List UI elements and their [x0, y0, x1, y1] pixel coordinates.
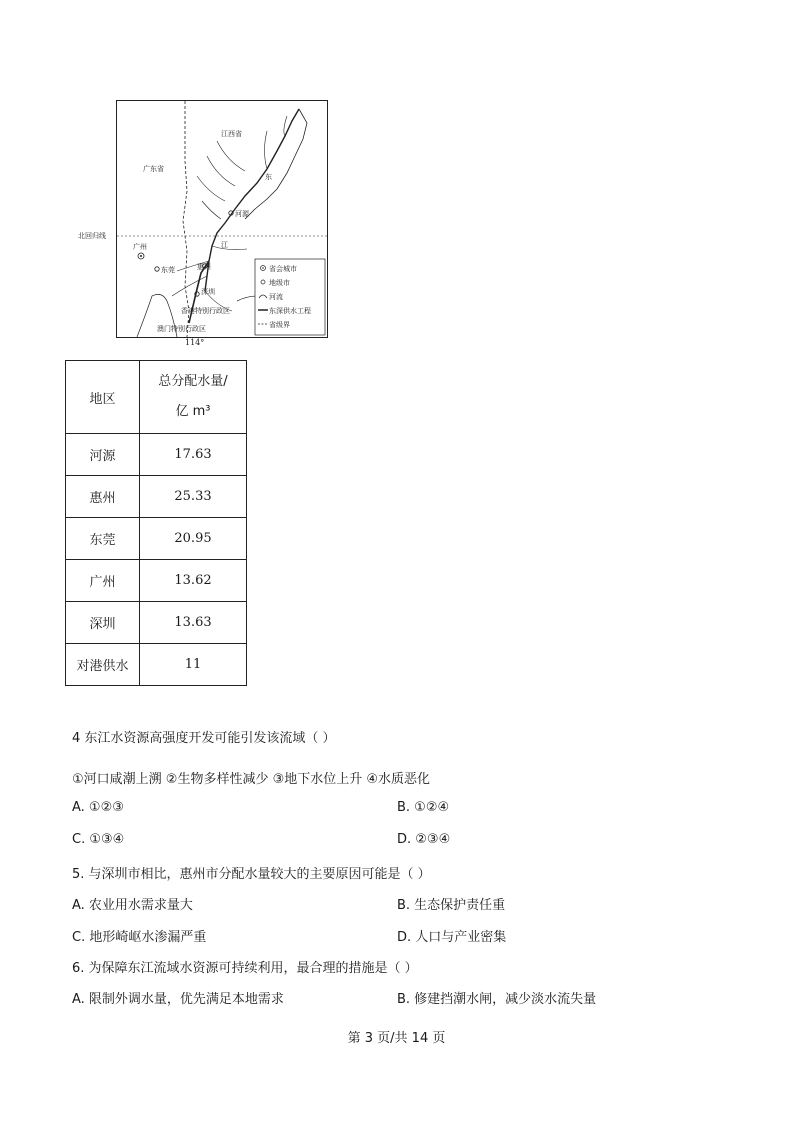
region-cell: 河源 [66, 434, 140, 476]
legend-project: 东深供水工程 [269, 307, 311, 315]
label-macau: 澳门特别行政区 [157, 325, 206, 333]
table-header-row [66, 361, 247, 434]
legend-river: 河流 [269, 293, 283, 301]
dongguan-marker [155, 267, 159, 271]
q4-items: ①河口咸潮上溯 ②生物多样性减少 ③地下水位上升 ④水质恶化 [72, 772, 431, 787]
q5-option-c[interactable]: C. 地形崎岖水渗漏严重 [72, 930, 207, 945]
header-region: 地区 [66, 361, 140, 434]
table-row [66, 560, 247, 602]
value-cell: 25.33 [140, 476, 247, 518]
table-row [66, 434, 247, 476]
river-branch [245, 109, 307, 219]
legend-boundary: 省级界 [269, 321, 290, 329]
region-cell: 广州 [66, 560, 140, 602]
label-dongguan: 东莞 [161, 266, 175, 274]
label-guangzhou: 广州 [133, 243, 147, 251]
q5-option-a[interactable]: A. 农业用水需求量大 [72, 898, 193, 913]
legend-capital: 省会城市 [269, 265, 297, 273]
region-cell: 东莞 [66, 518, 140, 560]
q5-option-d[interactable]: D. 人口与产业密集 [397, 930, 507, 945]
value-cell: 20.95 [140, 518, 247, 560]
q5-option-b[interactable]: B. 生态保护责任重 [397, 898, 506, 913]
label-hk: 香港特别行政区 [181, 307, 230, 315]
table-row [66, 476, 247, 518]
q4-option-b[interactable]: B. ①②④ [397, 800, 450, 815]
q6-stem: 6. 为保障东江流域水资源可持续利用，最合理的措施是（ ） [72, 961, 418, 976]
table-row [66, 602, 247, 644]
tributaries [197, 116, 287, 219]
region-cell: 惠州 [66, 476, 140, 518]
header-water-line2: 亿 m³ [175, 404, 211, 419]
label-huizhou: 惠州 [197, 263, 211, 271]
label-guangdong: 广东省 [143, 165, 164, 173]
region-cell: 深圳 [66, 602, 140, 644]
label-heyuan: 河源 [235, 210, 249, 218]
label-shenzhen: 深圳 [201, 288, 215, 296]
label-jiang: 江 [221, 241, 228, 249]
q6-option-b[interactable]: B. 修建挡潮水闸，减少淡水流失量 [397, 992, 597, 1007]
q5-stem: 5. 与深圳市相比，惠州市分配水量较大的主要原因可能是（ ） [72, 867, 431, 882]
table-row [66, 518, 247, 560]
tropic-outside-label: 北回归线 [78, 232, 106, 240]
label-jiangxi: 江西省 [221, 130, 242, 138]
page-footer: 第 3 页/共 14 页 [347, 1031, 446, 1046]
table-row [66, 644, 247, 686]
region-cell: 对港供水 [66, 644, 140, 686]
header-water [140, 361, 247, 434]
value-cell: 11 [140, 644, 247, 686]
value-cell: 17.63 [140, 434, 247, 476]
label-dong: 东 [265, 173, 272, 181]
value-cell: 13.62 [140, 560, 247, 602]
east-river-map [116, 100, 328, 338]
value-cell: 13.63 [140, 602, 247, 644]
q4-stem: 4 东江水资源高强度开发可能引发该流域（ ） [72, 731, 336, 746]
map-svg [117, 101, 327, 337]
q4-option-a[interactable]: A. ①②③ [72, 800, 124, 815]
water-allocation-table [65, 360, 247, 686]
q6-option-a[interactable]: A. 限制外调水量，优先满足本地需求 [72, 992, 284, 1007]
q4-option-d[interactable]: D. ②③④ [397, 832, 451, 847]
q4-option-c[interactable]: C. ①③④ [72, 832, 125, 847]
longitude-label: 114° [185, 338, 205, 347]
header-water-line1: 总分配水量/ [158, 374, 228, 389]
legend-city: 地级市 [269, 279, 290, 287]
province-boundary [183, 101, 189, 337]
